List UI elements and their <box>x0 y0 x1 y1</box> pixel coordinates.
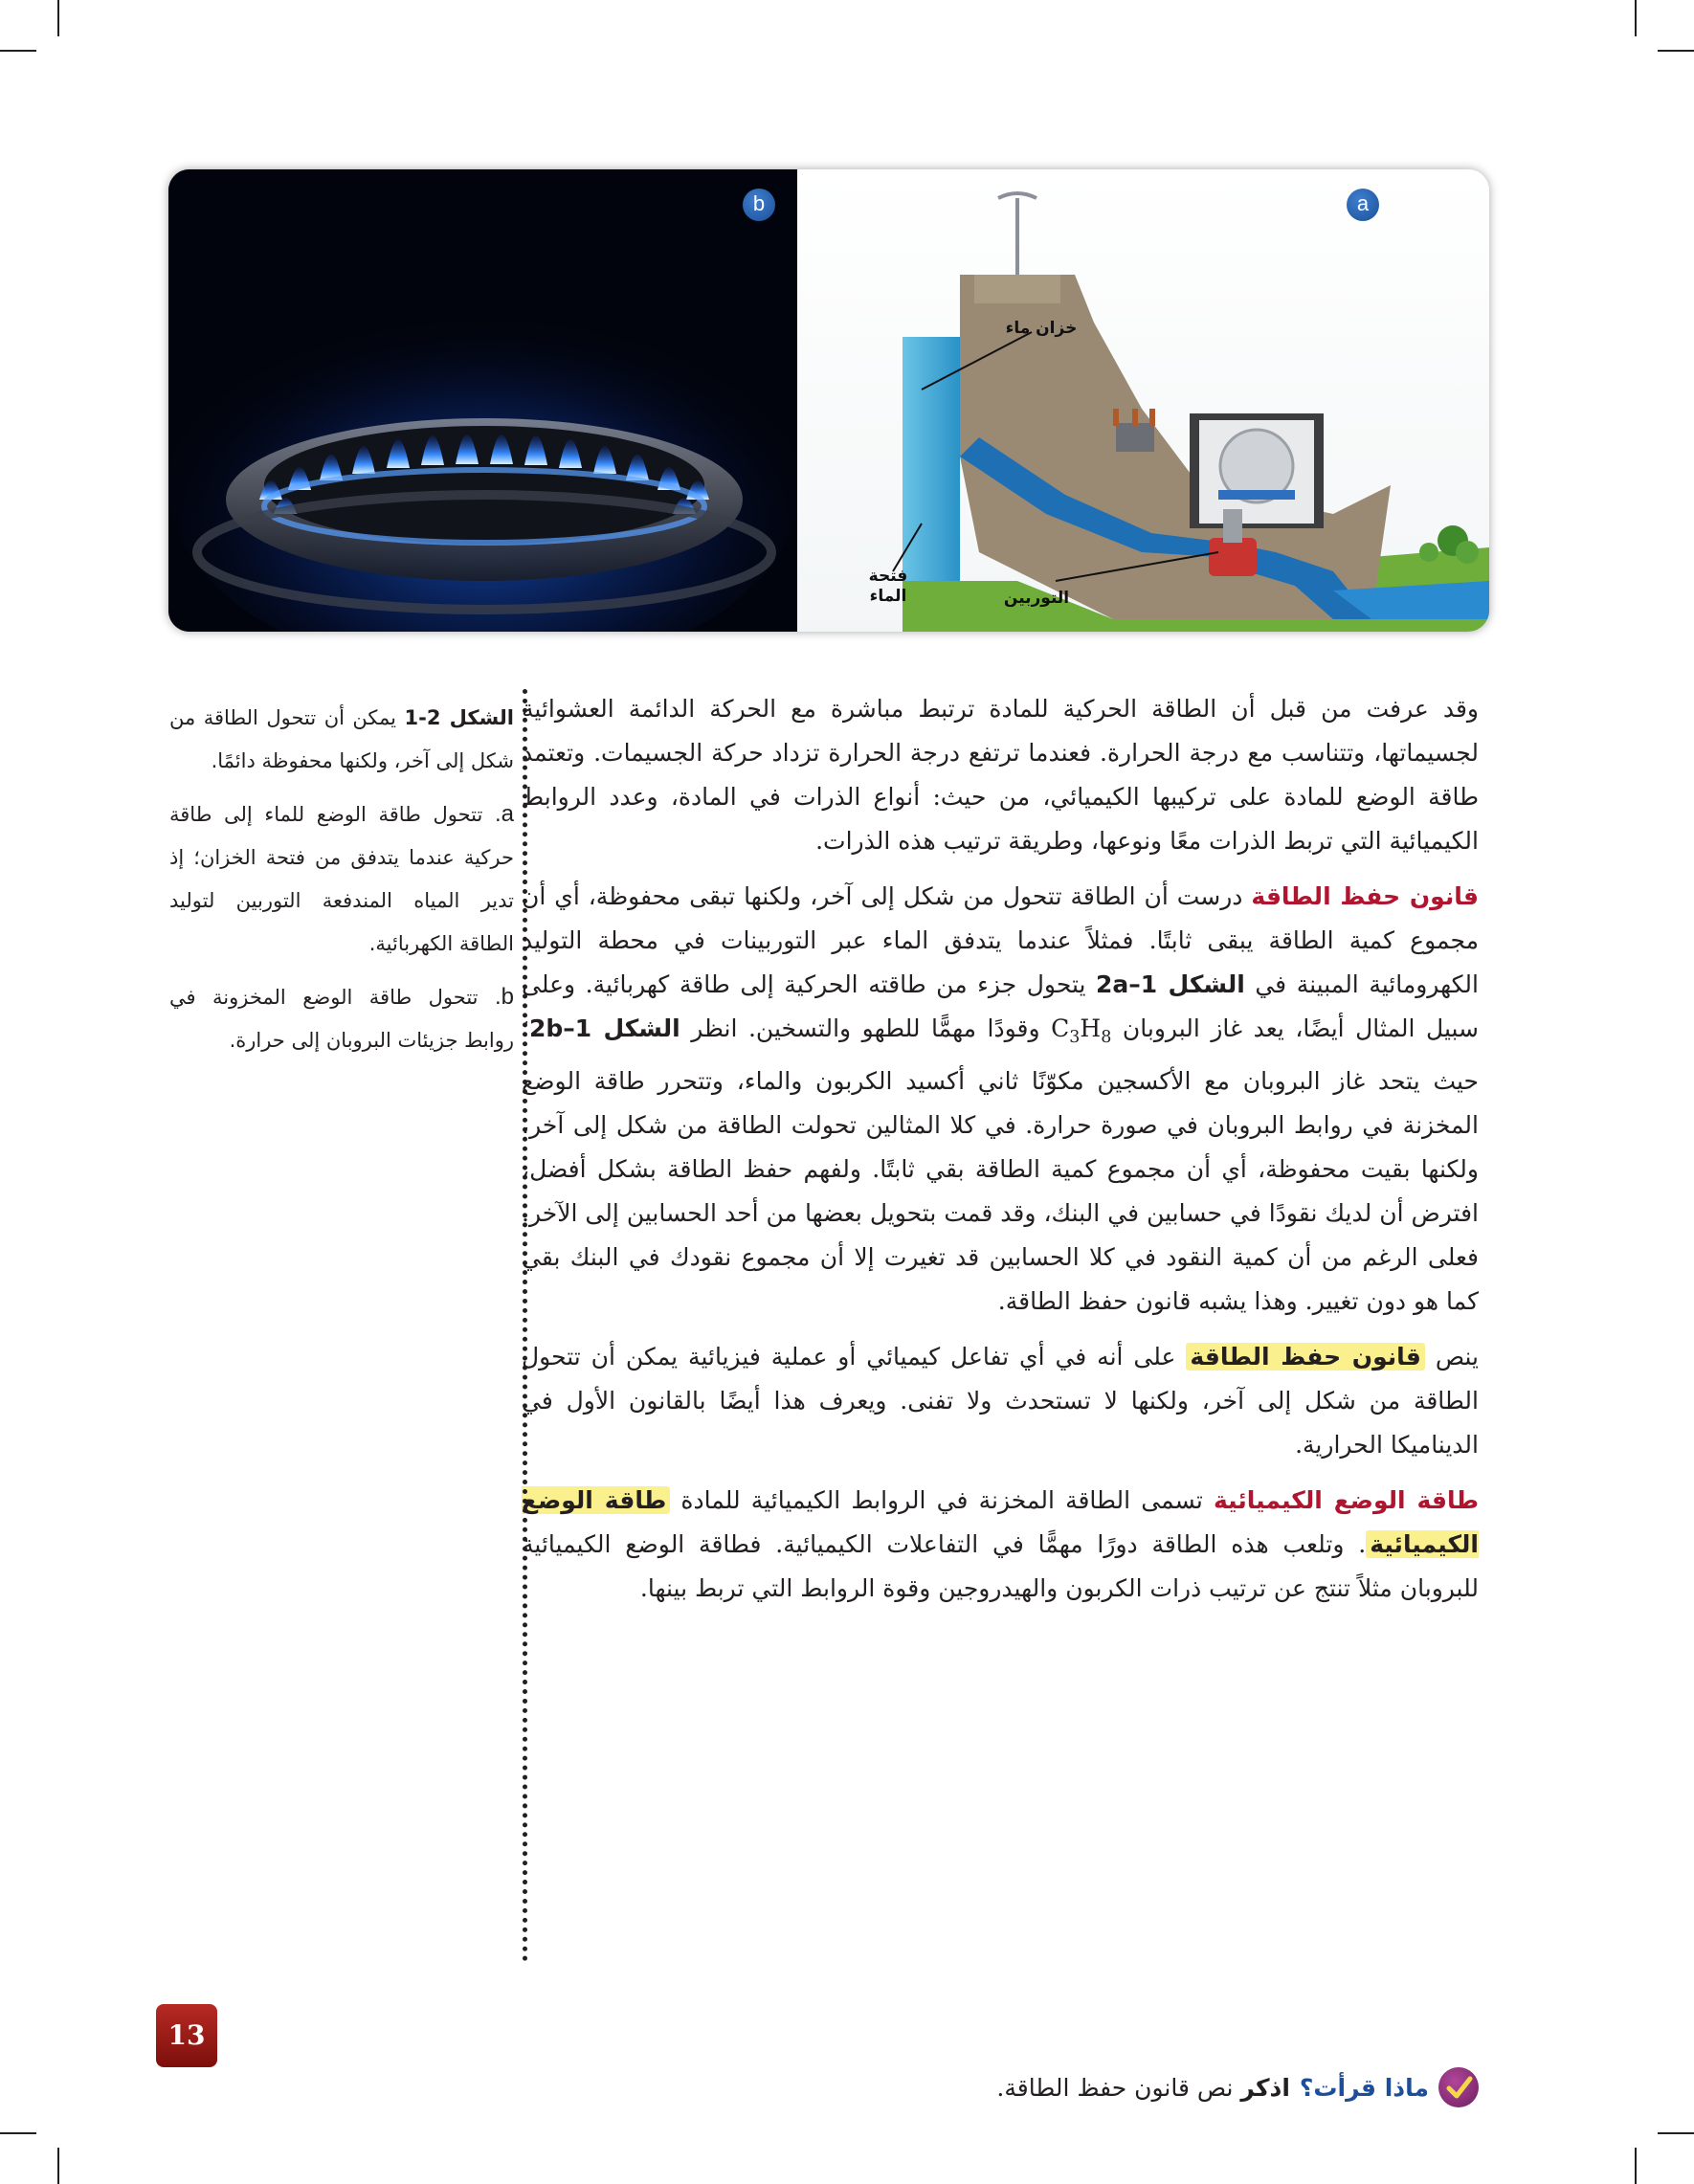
reading-check-verb: اذكر <box>1240 2073 1290 2102</box>
caption-b <box>169 975 514 1062</box>
paragraph-2 <box>522 875 1479 1324</box>
crop-mark <box>1635 2148 1637 2184</box>
check-mark <box>1438 2067 1479 2107</box>
text-span: . وتلعب هذه الطاقة دورًا مهمًّا في التفاعلات الكيميائية. فطاقة الوضع الكيميائية للبروبان مثلاً تنتج عن ترتيب ذرات الكربون والهيدروجين وقوة الروابط التي تربط بينها. <box>522 1530 1479 1602</box>
term-chemical-potential-energy: طاقة الوضع الكيميائية <box>522 1486 1479 1558</box>
text-span: ينص <box>1424 1343 1479 1371</box>
figure-ref-2b: الشكل 2b–1 <box>528 1014 680 1042</box>
column-divider <box>523 689 527 1962</box>
label-intake-line1: فتحة <box>868 567 908 586</box>
figure-caption <box>169 697 514 1072</box>
caption-a-text: تتحول طاقة الوضع للماء إلى طاقة حركية عندما يتدفق من فتحة الخزان؛ إذ تدير المياه المندفعة التوربين لتوليد الطاقة الكهربائية. <box>169 803 514 955</box>
crop-mark <box>57 0 59 36</box>
reading-check-prompt <box>996 2074 1290 2102</box>
main-text <box>522 687 1479 1622</box>
paragraph-4 <box>522 1479 1479 1611</box>
paragraph-1: وقد عرفت من قبل أن الطاقة الحركية للمادة ترتبط مباشرة مع الحركة الدائمة العشوائية لجسيماتها، وتتناسب مع درجة الحرارة. فعندما ترتفع درجة الحرارة تزداد حركة الجسيمات. وتعتمد طاقة الوضع للمادة على تركيبها الكيميائي، من حيث: أنواع الذرات في المادة، وعدد الروابط الكيميائية التي تربط الذرات معًا ونوعها، وطريقة ترتيب هذه الذرات. <box>522 695 1479 855</box>
caption-intro-text: يمكن أن تتحول الطاقة من شكل إلى آخر، ولكنها محفوظة دائمًا. <box>169 706 514 772</box>
text-span: على أنه في أي تفاعل كيميائي أو عملية فيزيائية يمكن أن تتحول الطاقة من شكل إلى آخر، ولكنها لا تستحدث ولا تفنى. ويعرف هذا أيضًا بالقانون الأول في الديناميكا الحرارية. <box>522 1343 1479 1459</box>
label-intake-line2: الماء <box>869 587 907 606</box>
label-water-intake <box>850 567 926 607</box>
gas-burner-illustration <box>168 169 797 632</box>
caption-intro <box>169 697 514 783</box>
label-reservoir: خزان ماء <box>1005 319 1078 338</box>
crop-mark <box>0 50 36 52</box>
crop-mark <box>1635 0 1637 36</box>
label-turbine: التوربين <box>1003 589 1070 608</box>
hydroelectric-dam-diagram <box>797 169 1489 632</box>
caption-a-letter: a. <box>494 801 514 827</box>
heading-energy-conservation: قانون حفظ الطاقة <box>1251 882 1479 910</box>
badge-a: a <box>1347 189 1379 221</box>
figure-ref-2a: الشكل 2a–1 <box>1096 970 1245 998</box>
crop-mark <box>57 2148 59 2184</box>
gas-burner-photo <box>168 169 797 632</box>
caption-b-letter: b. <box>494 984 514 1010</box>
caption-b-text: تتحول طاقة الوضع المخزونة في روابط جزيئات البروبان إلى حرارة. <box>169 986 514 1052</box>
term-energy-conservation: قانون حفظ الطاقة <box>1186 1343 1425 1371</box>
propane-formula: $C_3H_8$ <box>1051 1014 1112 1047</box>
caption-a <box>169 792 514 966</box>
reading-check-question: ماذا قرأت؟ <box>1299 2073 1429 2102</box>
heading-chemical-potential-energy: طاقة الوضع الكيميائية <box>1214 1486 1479 1514</box>
check-icon <box>1438 2067 1479 2107</box>
text-span: ؛ حيث يتحد غاز البروبان مع الأكسجين مكوّنًا ثاني أكسيد الكربون والماء، وتتحرر طاقة الوضع المخزنة في روابط البروبان في صورة حرارة. في كلا المثالين تحولت الطاقة من شكل إلى آخر، ولكنها بقيت محفوظة، أي أن مجموع كمية الطاقة بقي ثابتًا. ولفهم حفظ الطاقة بشكل أفضل، افترض أن لديك نقودًا في حسابين في البنك، وقد قمت بتحويل بعضها من أحد الحسابين إلى الآخر. فعلى الرغم من أن كمية النقود في كلا الحسابين قد تغيرت إلا أن مجموع نقودك في البنك بقي كما هو دون تغيير. وهذا يشبه قانون حفظ الطاقة. <box>522 1014 1480 1315</box>
crop-mark <box>0 2132 36 2134</box>
text-span: وقودًا مهمًّا للطهو والتسخين. انظر <box>680 1014 1052 1042</box>
caption-title: الشكل 2-1 <box>404 706 514 729</box>
text-span: درست أن الطاقة تتحول من شكل إلى آخر، ولكنها تبقى محفوظة، أي أن مجموع كمية الطاقة يبقى ثابتًا. فمثلاً عندما يتدفق الماء عبر التوربينات في محطة التوليد الكهرومائية المبينة في <box>522 882 1479 998</box>
figure-1-2 <box>168 169 1489 632</box>
badge-b: b <box>743 189 775 221</box>
dam-illustration <box>797 169 1489 632</box>
reading-check-text: نص قانون حفظ الطاقة. <box>996 2073 1241 2102</box>
crop-mark <box>1658 2132 1694 2134</box>
paragraph-3 <box>522 1335 1479 1467</box>
reading-check <box>996 2067 1479 2107</box>
page-number: 13 <box>156 2004 217 2067</box>
crop-mark <box>1658 50 1694 52</box>
text-span: تسمى الطاقة المخزنة في الروابط الكيميائية للمادة <box>670 1486 1214 1514</box>
text-span: يتحول جزء من طاقته الحركية إلى طاقة كهربائية. وعلى سبيل المثال أيضًا، يعد غاز البروبان <box>522 970 1479 1042</box>
